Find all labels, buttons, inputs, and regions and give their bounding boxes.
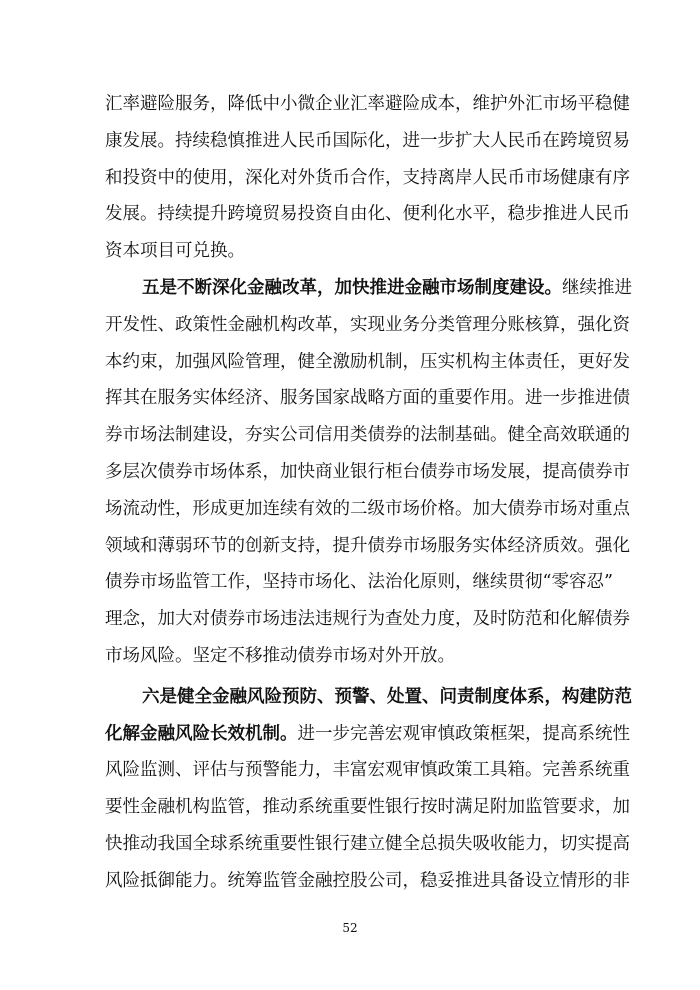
- paragraph-risk-prevention: [105, 679, 632, 900]
- text-line: 券市场法制建设，夯实公司信用类债券的法制基础。健全高效联通的: [105, 425, 630, 446]
- text-line: 风险监测、评估与预警能力，丰富宏观审慎政策工具箱。完善系统重: [105, 760, 630, 781]
- page-number: 52: [342, 921, 358, 935]
- paragraph-financial-reform: [105, 270, 632, 675]
- text-run: 继续推进: [562, 277, 632, 298]
- text-line: 资本项目可兑换。: [105, 241, 245, 262]
- text-run: 进一步完善宏观审慎政策框架，提高系统性: [297, 723, 630, 744]
- text-line: 多层次债券市场体系，加快商业银行柜台债券市场发展，提高债券市: [105, 461, 630, 482]
- text-line: 要性金融机构监管，推动系统重要性银行按时满足附加监管要求，加: [105, 797, 630, 818]
- text-line: 挥其在服务实体经济、服务国家战略方面的重要作用。进一步推进债: [105, 388, 630, 409]
- paragraph-heading: 六是健全金融风险预防、预警、处置、问责制度体系，构建防范: [142, 686, 632, 707]
- text-line: [105, 270, 632, 307]
- text-line: 和投资中的使用，深化对外货币合作，支持离岸人民币市场健康有序: [105, 167, 630, 188]
- text-line: 康发展。持续稳慎推进人民币国际化，进一步扩大人民币在跨境贸易: [105, 130, 630, 151]
- paragraph-heading: 五是不断深化金融改革，加快推进金融市场制度建设。: [142, 277, 562, 298]
- text-line: 风险抵御能力。统筹监管金融控股公司，稳妥推进具备设立情形的非: [105, 870, 630, 891]
- document-body: [105, 86, 632, 900]
- text-line: [105, 716, 630, 753]
- text-line: 发展。持续提升跨境贸易投资自由化、便利化水平，稳步推进人民币: [105, 204, 630, 225]
- text-line: 理念，加大对债券市场违法违规行为查处力度，及时防范和化解债券: [105, 609, 630, 630]
- paragraph-exchange-rate: [105, 86, 630, 270]
- paragraph-heading-cont: 化解金融风险长效机制。: [105, 723, 298, 744]
- text-line: 开发性、政策性金融机构改革，实现业务分类管理分账核算，强化资: [105, 314, 630, 335]
- text-line: 市场风险。坚定不移推动债券市场对外开放。: [105, 645, 455, 666]
- text-line: 场流动性，形成更加连续有效的二级市场价格。加大债券市场对重点: [105, 498, 630, 519]
- text-line: 汇率避险服务，降低中小微企业汇率避险成本，维护外汇市场平稳健: [105, 94, 630, 114]
- text-line: 债券市场监管工作，坚持市场化、法治化原则，继续贯彻“零容忍”: [105, 572, 613, 593]
- text-line: 本约束，加强风险管理，健全激励机制，压实机构主体责任，更好发: [105, 351, 630, 372]
- text-line: 快推动我国全球系统重要性银行建立健全总损失吸收能力，切实提高: [105, 833, 630, 854]
- text-line: 领域和薄弱环节的创新支持，提升债券市场服务实体经济质效。强化: [105, 535, 630, 556]
